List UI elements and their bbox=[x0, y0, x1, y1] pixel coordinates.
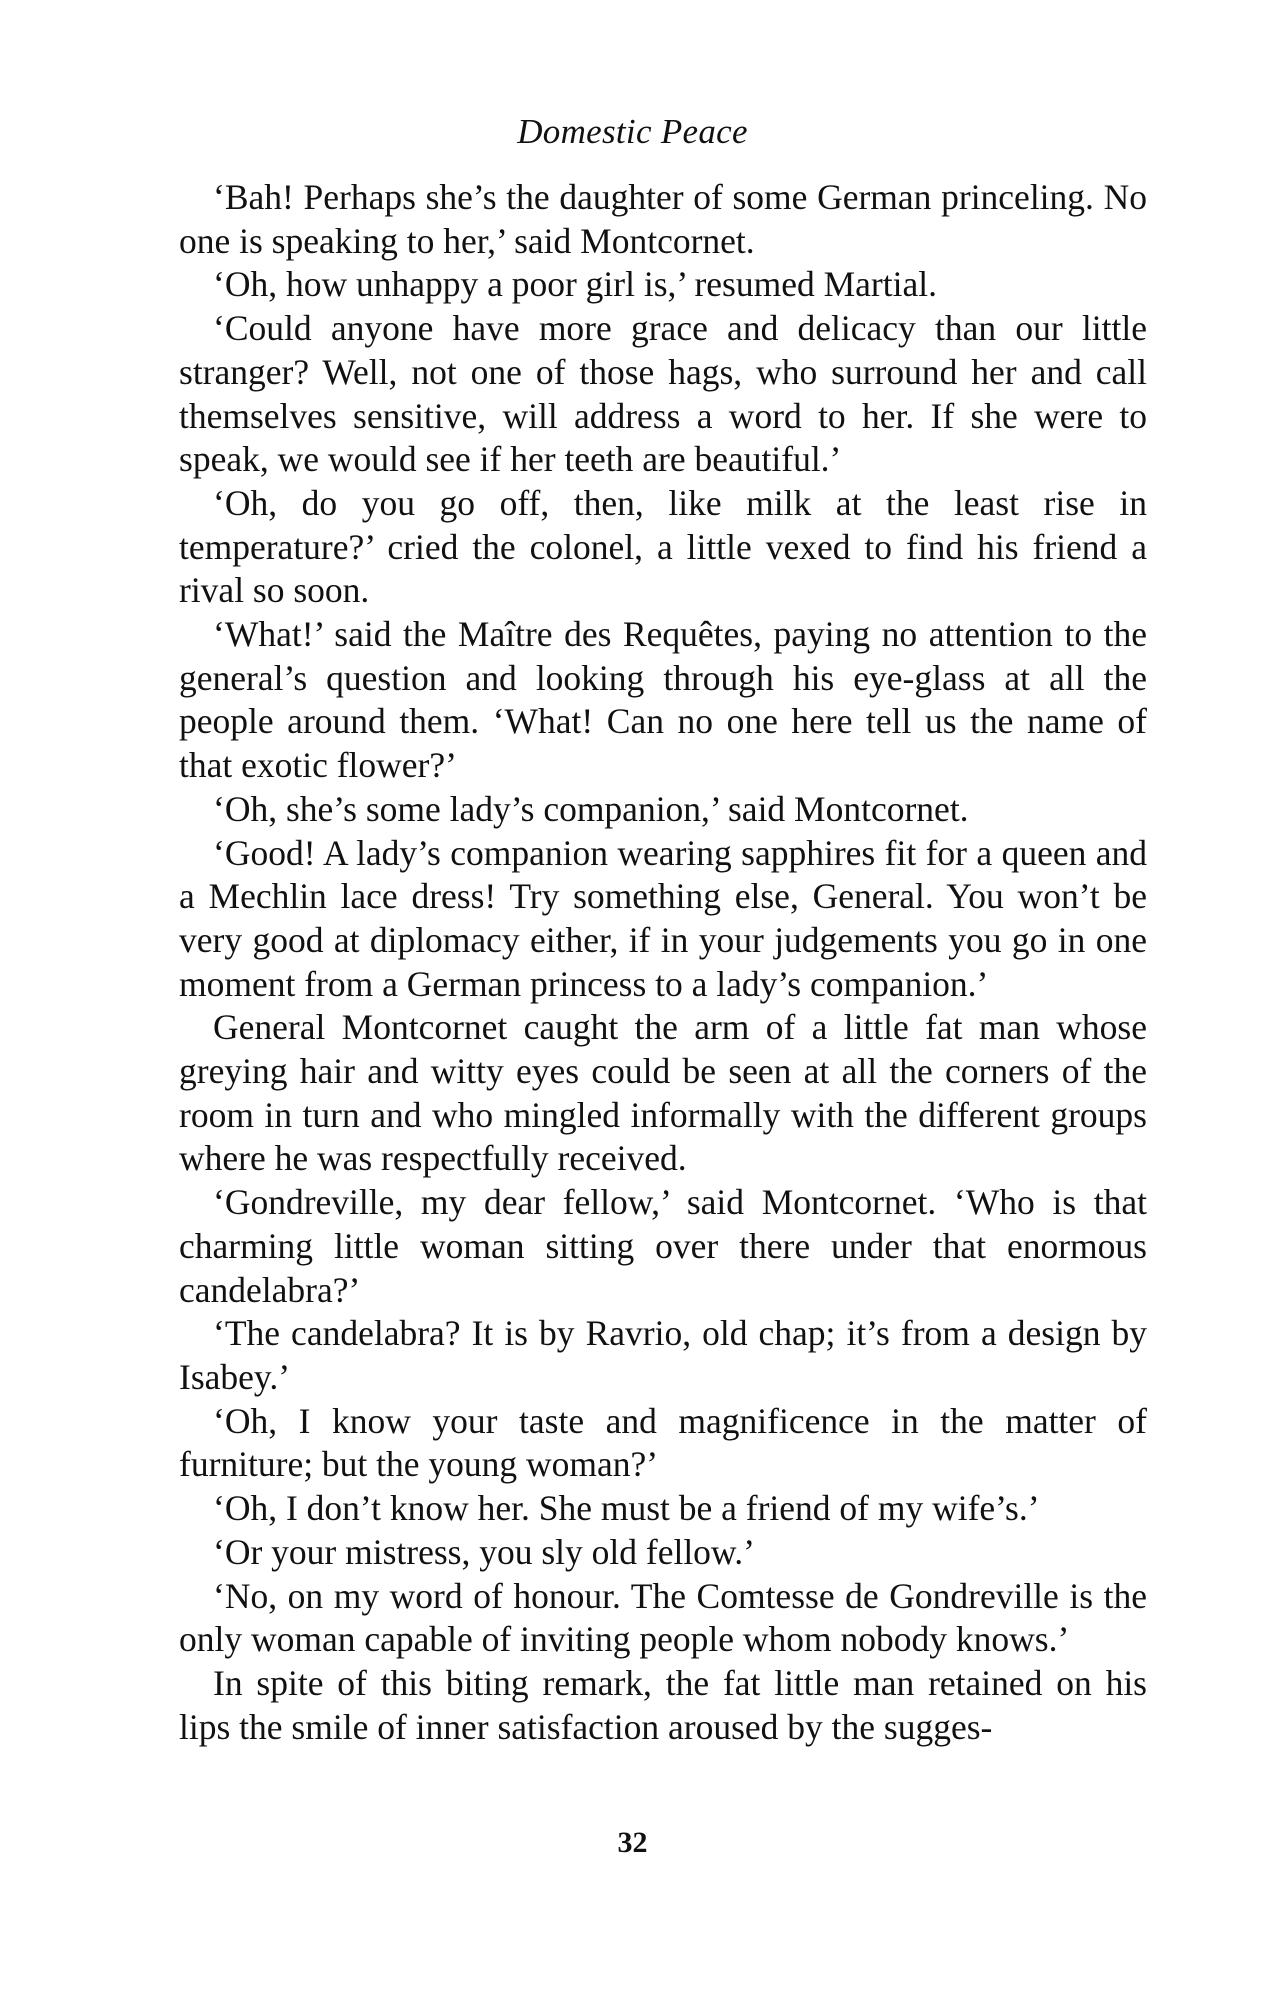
paragraph: In spite of this biting remark, the fat little man retained on his lips the smile of inner satisfaction aroused by the sugges- bbox=[179, 1662, 1147, 1747]
running-head: Domestic Peace bbox=[517, 112, 748, 151]
page-number: 32 bbox=[617, 1826, 648, 1859]
paragraph: ‘Oh, do you go off, then, like milk at the least rise in temperature?’ cried the colonel, a little vexed to find his friend a rival so soon. bbox=[179, 482, 1147, 611]
paragraph: ‘Oh, she’s some lady’s companion,’ said Montcornet. bbox=[213, 788, 969, 829]
paragraph: ‘Good! A lady’s companion wearing sapphires fit for a queen and a Mechlin lace dress! Try something else, General. You won’t be very good at diplomacy either, if in your judgements you go in one moment from a German princess to a lady’s companion.’ bbox=[179, 832, 1147, 1004]
paragraph: ‘What!’ said the Maître des Requêtes, paying no attention to the general’s question and looking through his eye-glass at all the people around them. ‘What! Can no one here tell us the name of that exotic flower?’ bbox=[179, 614, 1147, 786]
paragraph: ‘Gondreville, my dear fellow,’ said Montcornet. ‘Who is that charming little woman sitting over there under that enormous candelabra?’ bbox=[179, 1182, 1147, 1310]
paragraph: General Montcornet caught the arm of a little fat man whose greying hair and witty eyes could be seen at all the corners of the room in turn and who mingled informally with the different groups where he was respectfully received. bbox=[179, 1007, 1147, 1179]
paragraph: ‘Oh, how unhappy a poor girl is,’ resumed Martial. bbox=[213, 264, 937, 305]
paragraph: ‘No, on my word of honour. The Comtesse de Gondreville is the only woman capable of inviting people whom nobody knows.’ bbox=[179, 1575, 1147, 1660]
paragraph: ‘Oh, I know your taste and magnificence in the matter of furniture; but the young woman?’ bbox=[179, 1400, 1147, 1485]
body-text bbox=[179, 176, 1147, 1749]
paragraph: ‘Bah! Perhaps she’s the daughter of some German princeling. No one is speaking to her,’ said Montcornet. bbox=[179, 177, 1147, 261]
paragraph: ‘Could anyone have more grace and delicacy than our little stranger? Well, not one of those hags, who surround her and call themselves sensitive, will address a word to her. If she were to speak, we would see if her teeth are beautiful.’ bbox=[179, 308, 1147, 480]
paragraph: ‘Or your mistress, you sly old fellow.’ bbox=[213, 1531, 755, 1572]
paragraph: ‘Oh, I don’t know her. She must be a friend of my wife’s.’ bbox=[213, 1488, 1040, 1529]
paragraph: ‘The candelabra? It is by Ravrio, old chap; it’s from a design by Isabey.’ bbox=[179, 1313, 1147, 1397]
